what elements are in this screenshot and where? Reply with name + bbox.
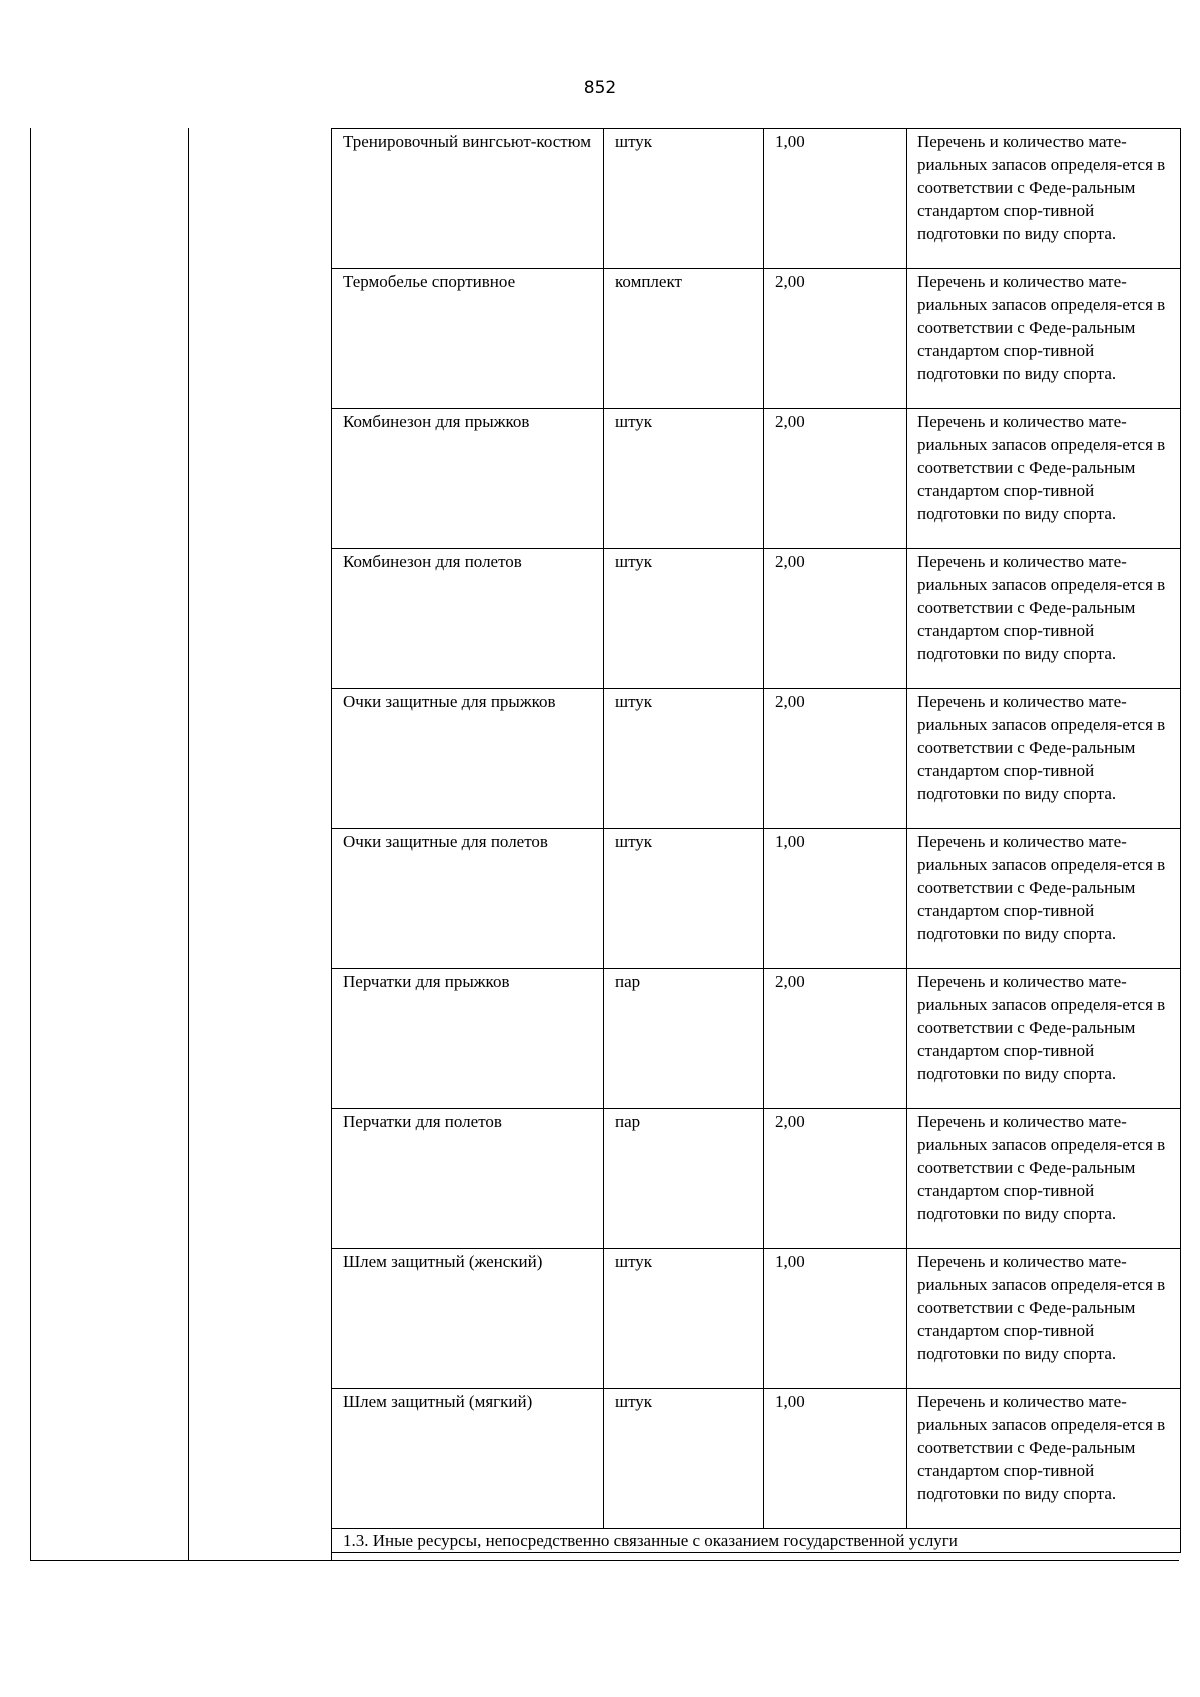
quantity-cell: 2,00 (764, 549, 907, 689)
note-cell: Перечень и количество мате-риальных запасов определя-ется в соответствии с Феде-ральным стандартом спор-тивной подготовки по виду спорта. (907, 409, 1181, 549)
section-heading-row (332, 1529, 1181, 1553)
note-cell: Перечень и количество мате-риальных запасов определя-ется в соответствии с Феде-ральным стандартом спор-тивной подготовки по виду спорта. (907, 829, 1181, 969)
quantity-cell: 2,00 (764, 1109, 907, 1249)
note-cell: Перечень и количество мате-риальных запасов определя-ется в соответствии с Феде-ральным стандартом спор-тивной подготовки по виду спорта. (907, 129, 1181, 269)
unit-cell: штук (604, 549, 764, 689)
item-name-cell: Очки защитные для прыжков (332, 689, 604, 829)
unit-cell: штук (604, 1249, 764, 1389)
note-cell: Перечень и количество мате-риальных запасов определя-ется в соответствии с Феде-ральным стандартом спор-тивной подготовки по виду спорта. (907, 689, 1181, 829)
note-cell: Перечень и количество мате-риальных запасов определя-ется в соответствии с Феде-ральным стандартом спор-тивной подготовки по виду спорта. (907, 1389, 1181, 1529)
table-row (332, 1109, 1181, 1249)
unit-cell: штук (604, 1389, 764, 1529)
item-name-cell: Комбинезон для полетов (332, 549, 604, 689)
quantity-cell: 1,00 (764, 829, 907, 969)
unit-cell: пар (604, 969, 764, 1109)
note-cell: Перечень и количество мате-риальных запасов определя-ется в соответствии с Феде-ральным стандартом спор-тивной подготовки по виду спорта. (907, 1109, 1181, 1249)
table-row (332, 829, 1181, 969)
note-cell: Перечень и количество мате-риальных запасов определя-ется в соответствии с Феде-ральным стандартом спор-тивной подготовки по виду спорта. (907, 549, 1181, 689)
table-row (332, 1389, 1181, 1529)
quantity-cell: 2,00 (764, 409, 907, 549)
quantity-cell: 2,00 (764, 969, 907, 1109)
quantity-cell: 2,00 (764, 689, 907, 829)
table-row (332, 689, 1181, 829)
quantity-cell: 1,00 (764, 129, 907, 269)
unit-cell: штук (604, 689, 764, 829)
resource-table-frame (30, 128, 1179, 1561)
item-name-cell: Комбинезон для прыжков (332, 409, 604, 549)
table-row (332, 549, 1181, 689)
table-row (332, 409, 1181, 549)
column-divider (188, 128, 189, 1560)
table-row (332, 269, 1181, 409)
section-heading: 1.3. Иные ресурсы, непосредственно связанные с оказанием государственной услуги (332, 1529, 1181, 1553)
unit-cell: штук (604, 409, 764, 549)
item-name-cell: Очки защитные для полетов (332, 829, 604, 969)
unit-cell: комплект (604, 269, 764, 409)
item-name-cell: Перчатки для прыжков (332, 969, 604, 1109)
quantity-cell: 1,00 (764, 1249, 907, 1389)
unit-cell: штук (604, 829, 764, 969)
item-name-cell: Шлем защитный (мягкий) (332, 1389, 604, 1529)
quantity-cell: 2,00 (764, 269, 907, 409)
note-cell: Перечень и количество мате-риальных запасов определя-ется в соответствии с Феде-ральным стандартом спор-тивной подготовки по виду спорта. (907, 269, 1181, 409)
note-cell: Перечень и количество мате-риальных запасов определя-ется в соответствии с Феде-ральным стандартом спор-тивной подготовки по виду спорта. (907, 969, 1181, 1109)
item-name-cell: Тренировочный вингсьют-костюм (332, 129, 604, 269)
table-row (332, 969, 1181, 1109)
quantity-cell: 1,00 (764, 1389, 907, 1529)
item-name-cell: Шлем защитный (женский) (332, 1249, 604, 1389)
table-row (332, 1249, 1181, 1389)
resource-table-body (332, 129, 1181, 1553)
resource-table (331, 128, 1181, 1553)
unit-cell: штук (604, 129, 764, 269)
table-row (332, 129, 1181, 269)
item-name-cell: Термобелье спортивное (332, 269, 604, 409)
unit-cell: пар (604, 1109, 764, 1249)
page-number: 852 (583, 78, 617, 98)
note-cell: Перечень и количество мате-риальных запасов определя-ется в соответствии с Феде-ральным стандартом спор-тивной подготовки по виду спорта. (907, 1249, 1181, 1389)
item-name-cell: Перчатки для полетов (332, 1109, 604, 1249)
